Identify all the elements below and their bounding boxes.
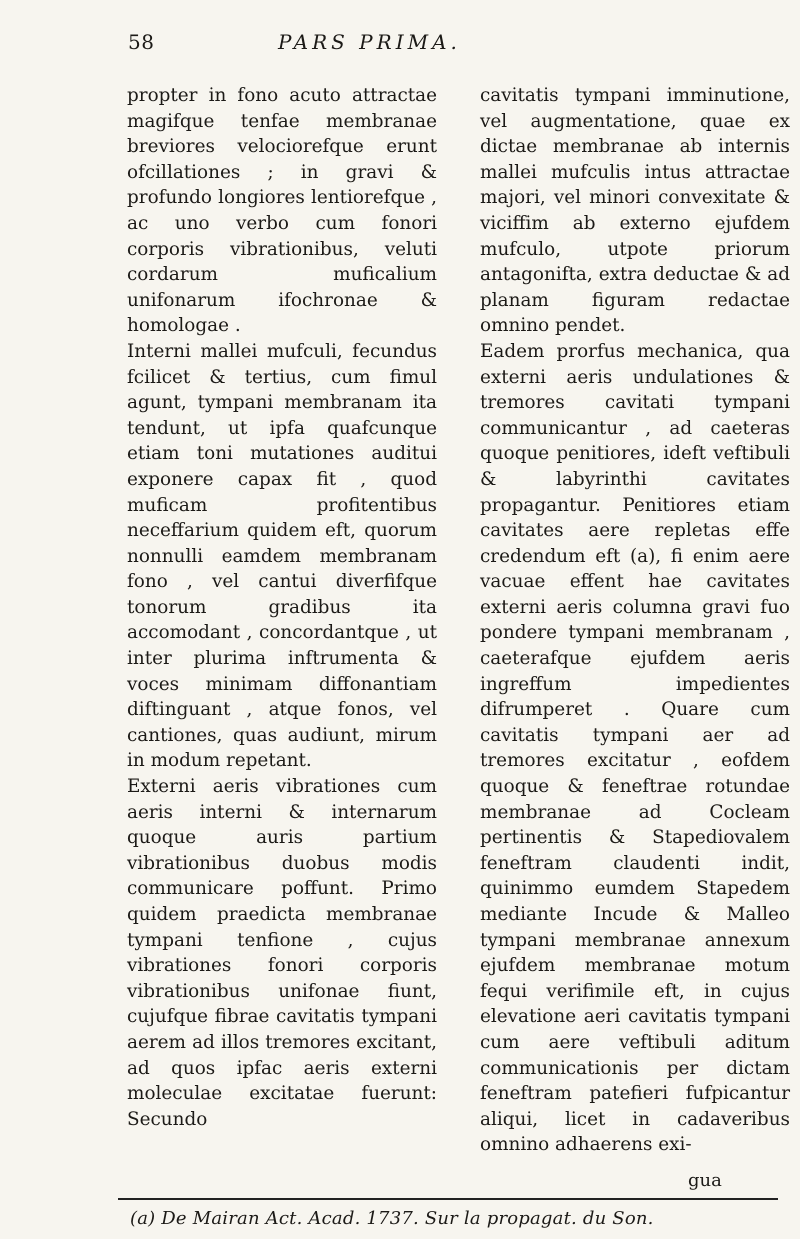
paragraph: Externi aeris vibrationes cum aeris interni & internarum quoque auris partium vibrationibus duobus modis communicare poffunt. Primo quidem praedicta membranae tympani tenfione , cujus vibrationes fonori corporis vibrationibus unifonae fiunt, cujufque fibrae cavitatis tympani aerem ad illos tremores excitant, ad quos ipfac aeris externi moleculae excitatae fuerunt: Secundo	[127, 776, 437, 1130]
catchword: gua	[688, 1170, 722, 1191]
page-number: 58	[128, 30, 155, 54]
running-title: PARS PRIMA.	[278, 30, 461, 54]
left-column	[127, 83, 437, 1132]
right-column	[480, 83, 790, 1158]
paragraph: Interni mallei mufculi, fecundus fcilicet & tertius, cum fimul agunt, tympani membranam ita tendunt, ut ipfa quafcunque etiam toni mutationes auditui exponere capax fit , quod muficam profitentibus neceffarium quidem eft, quorum nonnulli eamdem membranam fono , vel cantui diverfifque tonorum gradibus ita accomodant , concordantque , ut inter plurima inftrumenta & voces minimam diffonantiam diftinguant , atque fonos, vel cantiones, quas audiunt, mirum in modum repetant.	[127, 340, 437, 772]
page-header	[128, 30, 720, 60]
footnote: (a) De Mairan Act. Acad. 1737. Sur la propagat. du Son.	[130, 1208, 654, 1229]
paragraph: Eadem prorfus mechanica, qua externi aeris undulationes & tremores cavitati tympani communicantur , ad caeteras quoque penitiores, ideft veftibuli & labyrinthi cavitates propagantur. Penitiores etiam cavitates aere repletas effe credendum eft (a), fi enim aere vacuae effent hae cavitates externi aeris columna gravi fuo pondere tympani membranam , caeterafque ejufdem aeris ingreffum impedientes difrumperet . Quare cum cavitatis tympani aer ad tremores excitatur , eofdem quoque & feneftrae rotundae membranae ad Cocleam pertinentis & Stapediovalem feneftram claudenti indit, quinimmo eumdem Stapedem mediante Incude & Malleo tympani membranae annexum ejufdem membranae motum fequi verifimile eft, in cujus elevatione aeri cavitatis tympani cum aere veftibuli aditum communicationis per dictam feneftram patefieri fufpicantur aliqui, licet in cadaveribus omnino adhaerens exi-	[480, 340, 790, 1156]
paragraph: propter in fono acuto attractae magifque tenfae membranae breviores velociorefque erunt ofcillationes ; in gravi & profundo longiores lentiorefque , ac uno verbo cum fonori corporis vibrationibus, veluti cordarum muficalium unifonarum ifochronae & homologae .	[127, 85, 437, 337]
paragraph: cavitatis tympani imminutione, vel augmentatione, quae ex dictae membranae ab internis mallei mufculis intus attractae majori, vel minori convexitate & viciffim ab externo ejufdem mufculo, utpote priorum antagonifta, extra deductae & ad planam figuram redactae omnino pendet.	[480, 85, 790, 337]
footnote-divider	[118, 1198, 778, 1200]
